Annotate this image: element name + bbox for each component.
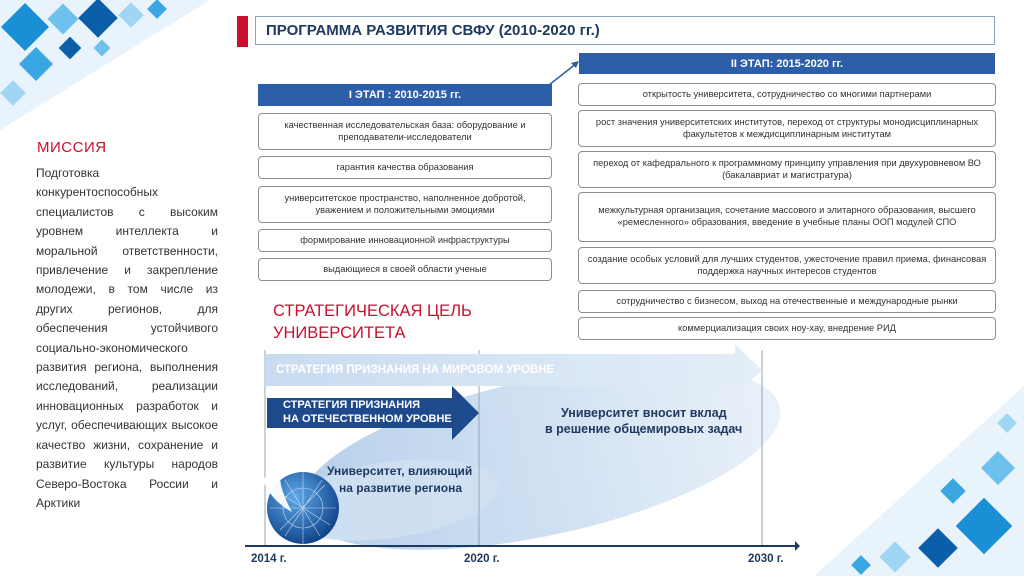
national-strategy-label-line1: СТРАТЕГИЯ ПРИЗНАНИЯ — [283, 399, 421, 411]
stage1-item: формирование инновационной инфраструктуры — [258, 229, 552, 252]
decorative-corner-top-left — [0, 0, 210, 130]
world-goal-line2: в решение общемировых задач — [545, 422, 743, 436]
mission-title: МИССИЯ — [37, 139, 107, 156]
mission-text: Подготовка конкурентоспособных специалистов с высоким уровнем интеллекта и моральной ответственности, привлечение и закрепление молодежи, в том числе из других регионов, для обеспечения устойчивого социально-экономического развития региона, выполнения исследований, реализации инновационных разработок и услуг, обеспечивающих высокое качество жизни, сохранение и развитие культуры народов Северо-Востока России и Арктики — [36, 166, 218, 510]
decorative-corner-bottom-right — [814, 386, 1024, 576]
stage1-header: I ЭТАП : 2010-2015 гг. — [258, 84, 552, 106]
timeline-label-2020: 2020 г. — [464, 553, 500, 565]
stage2-item: переход от кафедрального к программному принципу управления при двухуровневом ВО (бакалавриат и магистратура) — [578, 151, 996, 188]
page-title: ПРОГРАММА РАЗВИТИЯ СВФУ (2010-2020 гг.) — [255, 16, 995, 45]
stage1-item: гарантия качества образования — [258, 156, 552, 179]
stage2-header: II ЭТАП: 2015-2020 гг. — [579, 53, 995, 74]
world-strategy-label: СТРАТЕГИЯ ПРИЗНАНИЯ НА МИРОВОМ УРОВНЕ — [276, 364, 555, 376]
stage2-item: межкультурная организация, сочетание массового и элитарного образования, высшего «ремесленного» образования, введение в учебные планы ООП модулей СПО — [578, 192, 996, 242]
stage2-item: сотрудничество с бизнесом, выход на отечественные и международные рынки — [578, 290, 996, 313]
strategy-title: СТРАТЕГИЧЕСКАЯ ЦЕЛЬ УНИВЕРСИТЕТА — [273, 302, 472, 342]
stage2-item: открытость университета, сотрудничество со многими партнерами — [578, 83, 996, 106]
stage1-item: качественная исследовательская база: оборудование и преподаватели-исследователи — [258, 113, 552, 150]
stage2-item: рост значения университетских институтов, переход от структуры монодисциплинарных факультетов к междисциплинарным институтам — [578, 110, 996, 147]
stage2-item: создание особых условий для лучших студентов, ужесточение правил приема, финансовая поддержка научных интересов студентов — [578, 247, 996, 284]
timeline-label-2014: 2014 г. — [251, 553, 287, 565]
stage1-item: выдающиеся в своей области ученые — [258, 258, 552, 281]
title-accent-bar — [237, 16, 248, 47]
region-goal-line1: Университет, влияющий — [327, 464, 473, 478]
globe-icon — [262, 472, 339, 544]
region-goal-line2: на развитие региона — [339, 481, 463, 495]
stage2-item: коммерциализация своих ноу-хау, внедрение РИД — [578, 317, 996, 340]
national-strategy-label-line2: НА ОТЕЧЕСТВЕННОМ УРОВНЕ — [283, 413, 452, 425]
world-goal-line1: Университет вносит вклад — [561, 406, 727, 420]
timeline-label-2030: 2030 г. — [748, 553, 784, 565]
stage1-item: университетское пространство, наполненное добротой, уважением и положительными эмоциями — [258, 186, 552, 223]
